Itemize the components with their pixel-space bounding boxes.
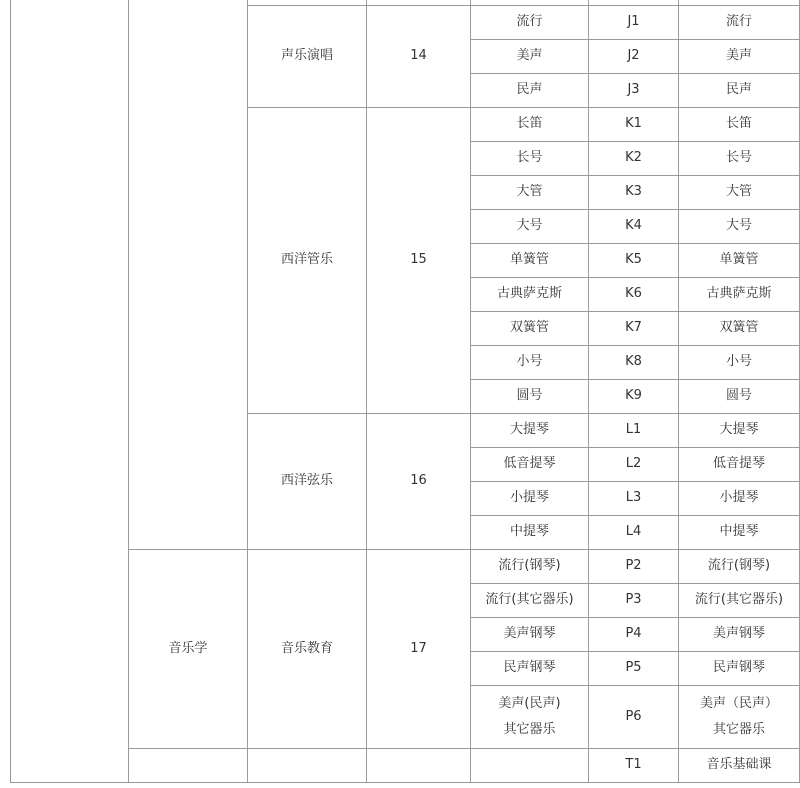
table-row: [11, 748, 800, 782]
exam-cell: 古典萨克斯: [679, 277, 800, 311]
exam-cell: 音乐基础课: [679, 748, 800, 782]
category-cell: [248, 748, 367, 782]
id-cell: T1: [589, 748, 679, 782]
exam-cell: 民声: [679, 73, 800, 107]
exam-cell: 流行: [679, 5, 800, 39]
item-cell: [471, 748, 589, 782]
exam-cell: 中提琴: [679, 515, 800, 549]
exam-line: 美声（民声）: [699, 695, 778, 711]
id-cell: J3: [589, 73, 679, 107]
category-cell: 声乐演唱: [248, 5, 367, 107]
item-cell: 单簧管: [471, 243, 589, 277]
music-exam-table: [10, 0, 800, 783]
id-cell: L2: [589, 447, 679, 481]
item-cell: 流行(其它器乐): [471, 583, 589, 617]
item-cell: [471, 685, 589, 748]
item-cell: 中提琴: [471, 515, 589, 549]
id-cell: K2: [589, 141, 679, 175]
item-cell: 双簧管: [471, 311, 589, 345]
id-cell: K7: [589, 311, 679, 345]
exam-cell: 长笛: [679, 107, 800, 141]
id-cell: K9: [589, 379, 679, 413]
item-cell: 大管: [471, 175, 589, 209]
item-cell: 低音提琴: [471, 447, 589, 481]
item-line: 其它器乐: [503, 721, 556, 737]
id-cell: K8: [589, 345, 679, 379]
major-cell: 音乐学: [129, 549, 248, 748]
id-cell: K1: [589, 107, 679, 141]
id-cell: P5: [589, 651, 679, 685]
id-cell: K3: [589, 175, 679, 209]
item-cell: 民声钢琴: [471, 651, 589, 685]
item-cell: 长号: [471, 141, 589, 175]
id-cell: L3: [589, 481, 679, 515]
left-margin-cell: [11, 0, 129, 782]
id-cell: P6: [589, 685, 679, 748]
id-cell: K4: [589, 209, 679, 243]
item-cell: 大号: [471, 209, 589, 243]
exam-cell: 大号: [679, 209, 800, 243]
item-cell: 小号: [471, 345, 589, 379]
code-cell: [367, 748, 471, 782]
category-cell: 音乐教育: [248, 549, 367, 748]
exam-cell: 美声钢琴: [679, 617, 800, 651]
exam-cell: 美声: [679, 39, 800, 73]
exam-cell: 圆号: [679, 379, 800, 413]
exam-cell: 长号: [679, 141, 800, 175]
major-cell: [129, 748, 248, 782]
category-cell: 西洋管乐: [248, 107, 367, 413]
exam-cell: 低音提琴: [679, 447, 800, 481]
table-row: [11, 549, 800, 583]
exam-cell: 双簧管: [679, 311, 800, 345]
exam-cell: 流行(钢琴): [679, 549, 800, 583]
category-cell: 西洋弦乐: [248, 413, 367, 549]
item-cell: 古典萨克斯: [471, 277, 589, 311]
id-cell: P3: [589, 583, 679, 617]
exam-cell: 民声钢琴: [679, 651, 800, 685]
item-cell: 长笛: [471, 107, 589, 141]
exam-cell: 流行(其它器乐): [679, 583, 800, 617]
item-cell: 美声钢琴: [471, 617, 589, 651]
code-cell: 14: [367, 5, 471, 107]
exam-cell: 小号: [679, 345, 800, 379]
id-cell: J1: [589, 5, 679, 39]
item-cell: 圆号: [471, 379, 589, 413]
item-cell: 流行: [471, 5, 589, 39]
exam-cell: 大提琴: [679, 413, 800, 447]
exam-cell: 大管: [679, 175, 800, 209]
exam-cell: 小提琴: [679, 481, 800, 515]
id-cell: L1: [589, 413, 679, 447]
item-cell: 流行(钢琴): [471, 549, 589, 583]
item-cell: 民声: [471, 73, 589, 107]
code-cell: 15: [367, 107, 471, 413]
id-cell: K5: [589, 243, 679, 277]
item-cell: 大提琴: [471, 413, 589, 447]
code-cell: 16: [367, 413, 471, 549]
id-cell: P2: [589, 549, 679, 583]
id-cell: P4: [589, 617, 679, 651]
id-cell: K6: [589, 277, 679, 311]
exam-cell: [679, 685, 800, 748]
exam-cell: 单簧管: [679, 243, 800, 277]
id-cell: L4: [589, 515, 679, 549]
exam-line: 其它器乐: [712, 721, 765, 737]
code-cell: 17: [367, 549, 471, 748]
item-line: 美声(民声): [498, 695, 561, 711]
major-cell: [129, 0, 248, 549]
item-cell: 美声: [471, 39, 589, 73]
item-cell: 小提琴: [471, 481, 589, 515]
id-cell: J2: [589, 39, 679, 73]
